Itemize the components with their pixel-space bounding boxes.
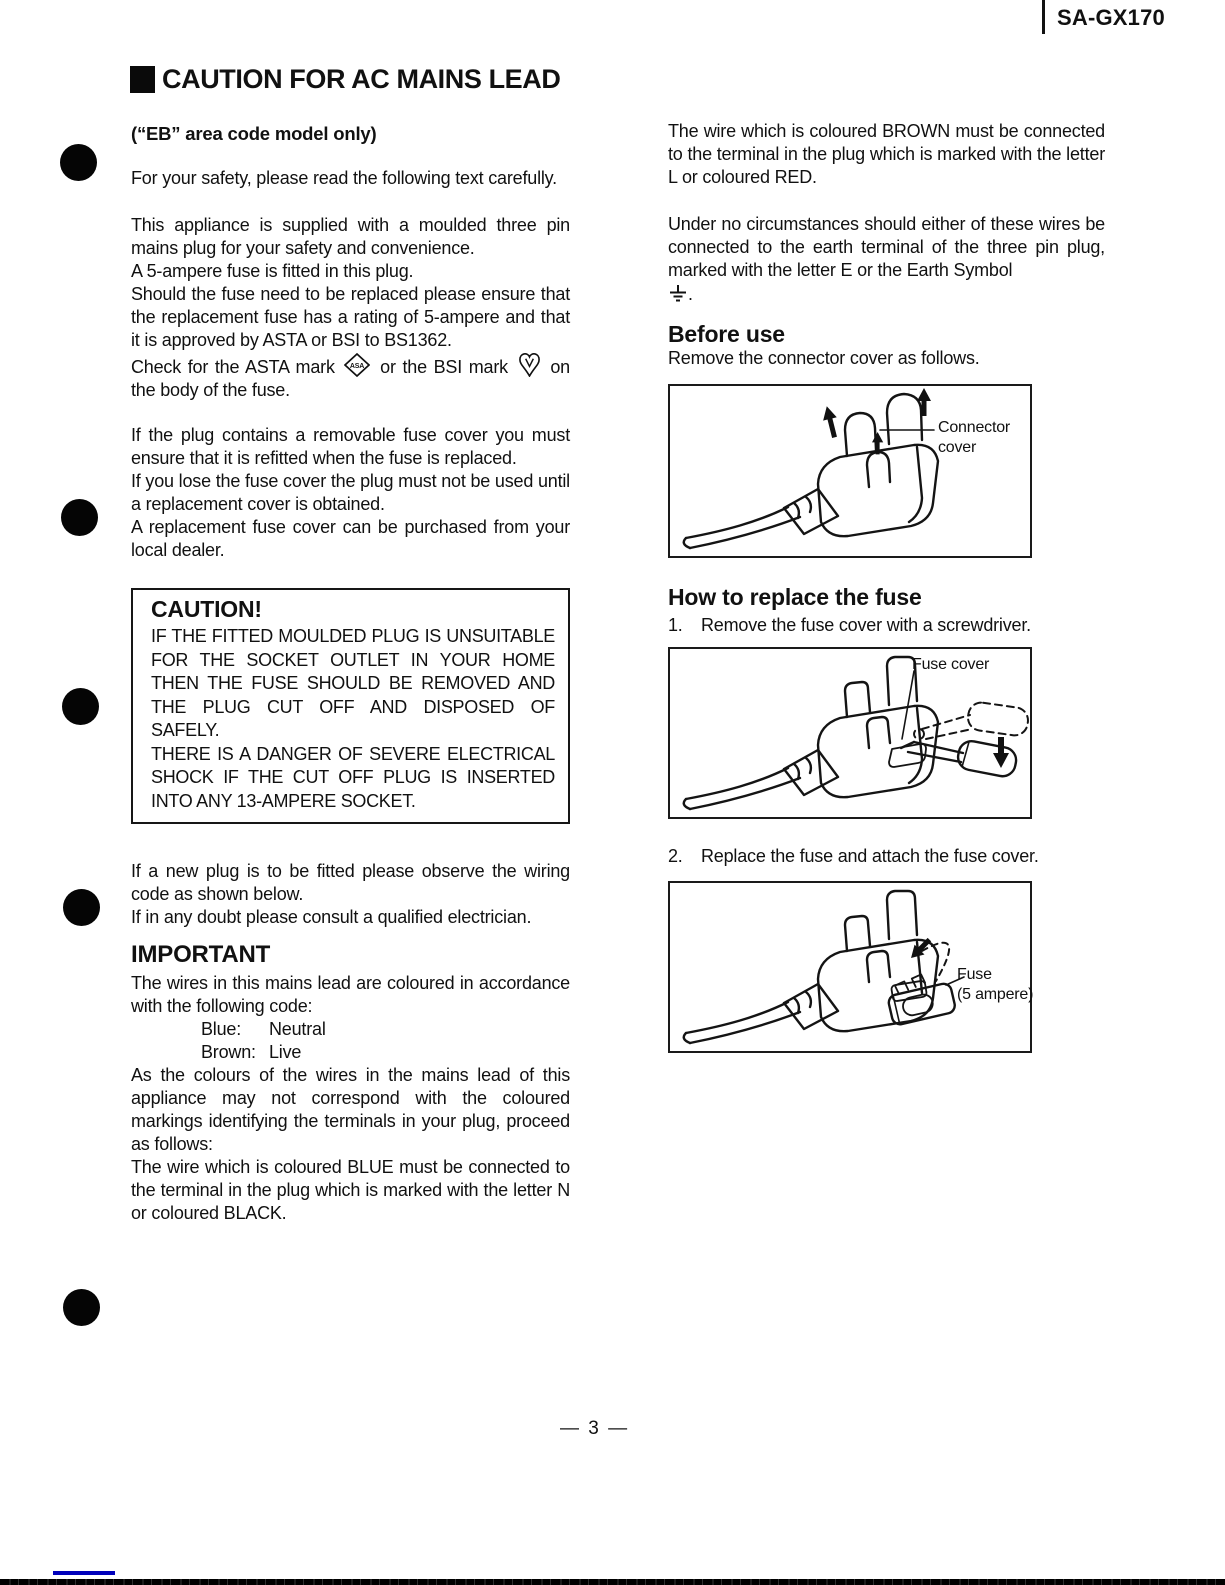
- caution-heading: CAUTION!: [151, 596, 262, 622]
- body-sentence: A replacement fuse cover can be purchased from your local dealer.: [131, 517, 570, 560]
- step-number: 1.: [668, 615, 683, 635]
- page-number: — 3 —: [560, 1418, 630, 1439]
- footer-blue-line: [53, 1571, 115, 1575]
- body-sentence: If you lose the fuse cover the plug must not be used until a replacement cover is obtained.: [131, 471, 570, 514]
- mark-sentence-part: on the body of the fuse.: [131, 357, 570, 400]
- model-number-label: SA-GX170: [1057, 5, 1165, 30]
- left-column: [131, 122, 570, 1225]
- earth-symbol-line: [668, 283, 1105, 306]
- mark-sentence-part: or the BSI mark: [380, 357, 508, 377]
- punch-dot: [61, 499, 98, 536]
- wire-code-row: [131, 1018, 570, 1041]
- figure-connector-cover: [668, 384, 1032, 558]
- step-number: 2.: [668, 846, 683, 866]
- bsi-kitemark-icon: [518, 352, 541, 377]
- body-sentence: Under no circumstances should either of these wires be connected to the earth terminal of the three pin plug, marked with the letter E or the Earth Symbol: [668, 214, 1105, 280]
- step-text: Replace the fuse and attach the fuse cover.: [701, 846, 1039, 866]
- punch-dot: [63, 889, 100, 926]
- earth-warning-paragraph: [668, 213, 1105, 306]
- body-sentence: The wires in this mains lead are coloured in accordance with the following code:: [131, 973, 570, 1016]
- section-title-row: [130, 64, 560, 95]
- body-sentence: A 5-ampere fuse is fitted in this plug.: [131, 261, 414, 281]
- earth-symbol-icon: [668, 284, 688, 303]
- step-text: Remove the fuse cover with a screwdriver.: [701, 615, 1031, 635]
- wire-code-row: [131, 1041, 570, 1064]
- wire-code-value: Neutral: [269, 1019, 326, 1039]
- mark-sentence-part: Check for the ASTA mark: [131, 357, 335, 377]
- svg-text:ASA: ASA: [350, 363, 365, 370]
- body-sentence: If the plug contains a removable fuse cover you must ensure that it is refitted when the fuse is replaced.: [131, 425, 570, 468]
- step-1: [668, 614, 1105, 637]
- figure-label: Fuse cover: [912, 656, 990, 673]
- caution-text: IF THE FITTED MOULDED PLUG IS UNSUITABLE FOR THE SOCKET OUTLET IN YOUR HOME THEN THE FUSE SHOULD BE REMOVED AND THE PLUG CUT OFF AND DISPOSED OF SAFELY.: [151, 626, 555, 740]
- earth-period: .: [688, 284, 693, 304]
- punch-dot: [60, 144, 97, 181]
- header-divider-line: [1042, 0, 1045, 34]
- figure-fuse-cover: [668, 647, 1032, 819]
- body-sentence: If in any doubt please consult a qualified electrician.: [131, 907, 532, 927]
- body-paragraph: The wire which is coloured BROWN must be connected to the terminal in the plug which is marked with the letter L or coloured RED.: [668, 121, 1105, 187]
- replace-fuse-heading: How to replace the fuse: [668, 584, 922, 610]
- new-plug-paragraph: [131, 860, 570, 929]
- fuse-cover-paragraph: [131, 424, 570, 562]
- body-sentence: If a new plug is to be fitted please observe the wiring code as shown below.: [131, 861, 570, 904]
- body-sentence: As the colours of the wires in the mains lead of this appliance may not correspond with the coloured markings identifying the terminals in your plug, proceed as follows:: [131, 1065, 570, 1154]
- wire-code-value: Live: [269, 1042, 302, 1062]
- asta-mark-icon: [344, 353, 370, 377]
- punch-dot: [62, 688, 99, 725]
- wire-code-label: Blue:: [201, 1019, 242, 1039]
- plug-info-paragraph: [131, 214, 570, 402]
- scan-edge-artifact: [0, 1579, 1225, 1585]
- before-use-heading: Before use: [668, 321, 785, 347]
- page-title: CAUTION FOR AC MAINS LEAD: [162, 64, 561, 94]
- body-sentence: Should the fuse need to be replaced please ensure that the replacement fuse has a rating of 5-ampere and that it is approved by ASTA or BSI to BS1362.: [131, 284, 570, 350]
- body-sentence: This appliance is supplied with a moulded three pin mains plug for your safety and convenience.: [131, 215, 570, 258]
- figure-label: Connector cover: [938, 419, 1011, 456]
- step-2: [668, 845, 1105, 868]
- wire-code-label: Brown:: [201, 1042, 256, 1062]
- body-sentence: The wire which is coloured BLUE must be connected to the terminal in the plug which is marked with the letter N or coloured BLACK.: [131, 1157, 570, 1223]
- caution-text: THERE IS A DANGER OF SEVERE ELECTRICAL SHOCK IF THE CUT OFF PLUG IS INSERTED INTO ANY 13-AMPERE SOCKET.: [151, 743, 555, 811]
- important-heading: IMPORTANT: [131, 941, 271, 968]
- figure-fuse: [668, 881, 1032, 1053]
- body-sentence: Remove the connector cover as follows.: [668, 348, 980, 368]
- title-square-bullet: [130, 66, 155, 93]
- body-sentence-with-marks: [131, 352, 570, 402]
- body-paragraph: For your safety, please read the following text carefully.: [131, 168, 557, 188]
- area-code-subtitle: (“EB” area code model only): [131, 123, 377, 144]
- figure-label: Fuse (5 ampere): [957, 966, 1034, 1003]
- caution-box: [131, 588, 570, 824]
- plug-connector-cover-illustration: [670, 386, 1030, 556]
- punch-dot: [63, 1289, 100, 1326]
- right-column: [668, 120, 1105, 1053]
